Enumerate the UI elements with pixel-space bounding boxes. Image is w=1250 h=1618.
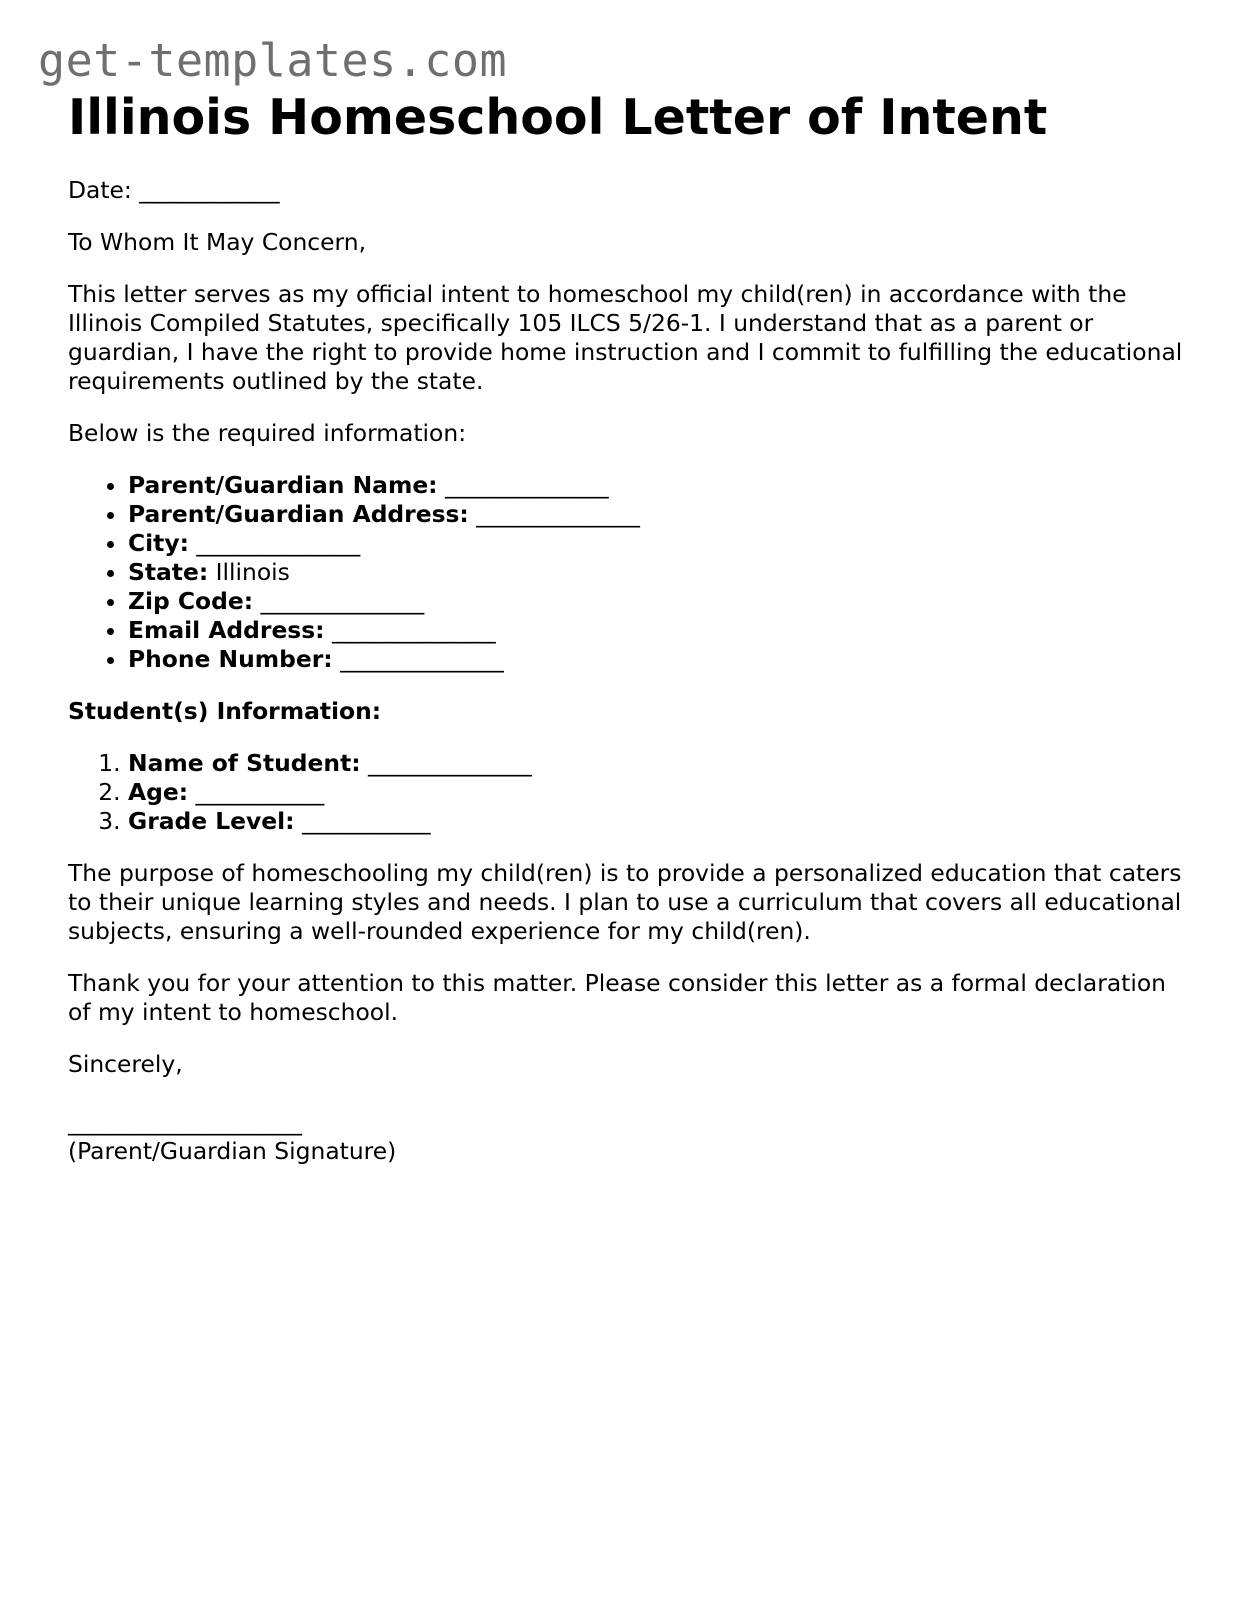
- field-value: ______________: [476, 500, 640, 528]
- thanks-paragraph: Thank you for your attention to this matter. Please consider this letter as a formal declaration of my intent to homeschool.: [68, 969, 1166, 1026]
- field-label: Grade Level:: [128, 807, 295, 835]
- list-item-email: [128, 616, 1188, 645]
- field-value: ______________: [368, 749, 532, 777]
- field-value: Illinois: [215, 558, 290, 586]
- list-item-parent-name: [128, 471, 1188, 500]
- field-value: ___________: [301, 807, 431, 835]
- field-label: Age:: [128, 778, 189, 806]
- list-item-phone: [128, 645, 1188, 674]
- field-label: City:: [128, 529, 189, 557]
- page-title: Illinois Homeschool Letter of Intent: [68, 89, 1048, 146]
- field-value: ______________: [196, 529, 361, 557]
- list-item-student-name: [128, 749, 1188, 778]
- list-item-zip-code: [128, 587, 1188, 616]
- field-value: ______________: [331, 616, 496, 644]
- field-label: Parent/Guardian Name:: [128, 471, 438, 499]
- signature-block: [68, 1108, 1188, 1166]
- field-label: State:: [128, 558, 209, 586]
- field-label: Email Address:: [128, 616, 325, 644]
- list-item-city: [128, 529, 1188, 558]
- list-item-age: [128, 778, 1188, 807]
- purpose-paragraph: The purpose of homeschooling my child(ren) is to provide a personalized education that caters to their unique learning styles and needs. I plan to use a curriculum that covers all educational subjects, ensuring a well-rounded experience for my child(ren).: [68, 859, 1182, 945]
- field-value: ______________: [444, 471, 609, 499]
- signature-line: ____________________: [68, 1108, 302, 1136]
- list-item-state: [128, 558, 1188, 587]
- field-label: Name of Student:: [128, 749, 361, 777]
- field-value: ______________: [260, 587, 425, 615]
- field-label: Parent/Guardian Address:: [128, 500, 469, 528]
- intro-paragraph: This letter serves as my official intent to homeschool my child(ren) in accordance with the Illinois Compiled Statutes, specifically 105 ILCS 5/26-1. I understand that as a parent or guardian, I have the right to provide home instruction and I commit to fulfilling the educational requirements outlined by the state.: [68, 280, 1183, 395]
- list-item-parent-address: [128, 500, 1188, 529]
- letter-page: [68, 88, 1188, 1166]
- watermark: get-templates.com: [38, 34, 508, 87]
- required-info-lead: Below is the required information:: [68, 419, 467, 447]
- field-value: ___________: [195, 778, 325, 806]
- field-label: Phone Number:: [128, 645, 333, 673]
- field-value: ______________: [340, 645, 504, 673]
- list-item-grade-level: [128, 807, 1188, 836]
- parent-info-list: [68, 471, 1188, 674]
- signature-caption: (Parent/Guardian Signature): [68, 1137, 397, 1165]
- closing: Sincerely,: [68, 1050, 183, 1078]
- student-info-heading: Student(s) Information:: [68, 697, 382, 725]
- field-label: Zip Code:: [128, 587, 254, 615]
- student-info-list: [68, 749, 1188, 836]
- date-line: Date: ____________: [68, 176, 280, 204]
- salutation: To Whom It May Concern,: [68, 228, 367, 256]
